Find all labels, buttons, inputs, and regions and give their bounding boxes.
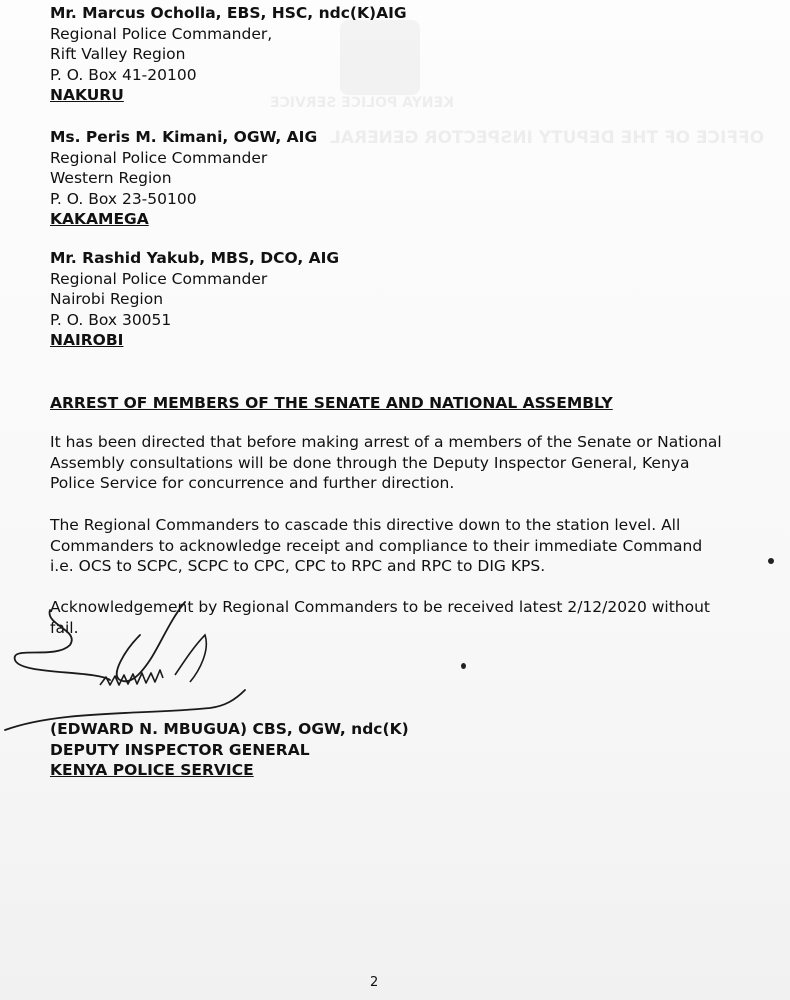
signatory-organization: KENYA POLICE SERVICE — [50, 761, 254, 779]
ink-spot — [461, 663, 466, 669]
addressee-line: Regional Police Commander, — [50, 24, 273, 43]
addressee-name: Mr. Rashid Yakub, MBS, DCO, AIG — [50, 249, 340, 267]
signatory-name: (EDWARD N. MBUGUA) CBS, OGW, ndc(K) — [50, 720, 409, 738]
addressee-block — [50, 248, 339, 351]
addressee-block — [50, 3, 407, 106]
addressee-name: Ms. Peris M. Kimani, OGW, AIG — [50, 128, 318, 146]
addressee-town: NAKURU — [50, 86, 124, 104]
addressee-line: P. O. Box 23-50100 — [50, 189, 197, 208]
addressee-line: Regional Police Commander — [50, 269, 268, 288]
signatory-title: DEPUTY INSPECTOR GENERAL — [50, 740, 310, 759]
addressee-line: Nairobi Region — [50, 290, 164, 308]
addressee-town: KAKAMEGA — [50, 210, 149, 228]
addressee-line: P. O. Box 41-20100 — [50, 65, 197, 84]
signatory-block — [50, 719, 409, 781]
addressee-line: Western Region — [50, 169, 172, 187]
bleed-through-text: OFFICE OF THE DEPUTY INSPECTOR GENERAL — [330, 128, 765, 148]
body-paragraph: Acknowledgement by Regional Commanders to be received latest 2/12/2020 without fail. — [50, 598, 711, 637]
bleed-through-text: KENYA POLICE SERVICE — [270, 95, 454, 111]
body-paragraph: The Regional Commanders to cascade this directive down to the station level. All Commanders to acknowledge receipt and compliance to their immediate Command i.e. OCS to SCPC, SCPC to CPC, CPC to RPC and RPC to DIG KPS. — [50, 516, 703, 575]
page-number: 2 — [370, 975, 379, 990]
addressee-block — [50, 127, 317, 230]
ink-spot — [768, 558, 774, 564]
addressee-line: Regional Police Commander — [50, 148, 268, 167]
addressee-line: P. O. Box 30051 — [50, 310, 172, 329]
addressee-name: Mr. Marcus Ocholla, EBS, HSC, ndc(K)AIG — [50, 4, 407, 22]
body-paragraph: It has been directed that before making arrest of a members of the Senate or National Assembly consultations will be done through the Deputy Inspector General, Kenya Police Service for concurrence and further direction. — [50, 433, 722, 492]
addressee-town: NAIROBI — [50, 331, 124, 349]
subject-heading: ARREST OF MEMBERS OF THE SENATE AND NATIONAL ASSEMBLY — [50, 394, 613, 412]
addressee-line: Rift Valley Region — [50, 45, 186, 63]
